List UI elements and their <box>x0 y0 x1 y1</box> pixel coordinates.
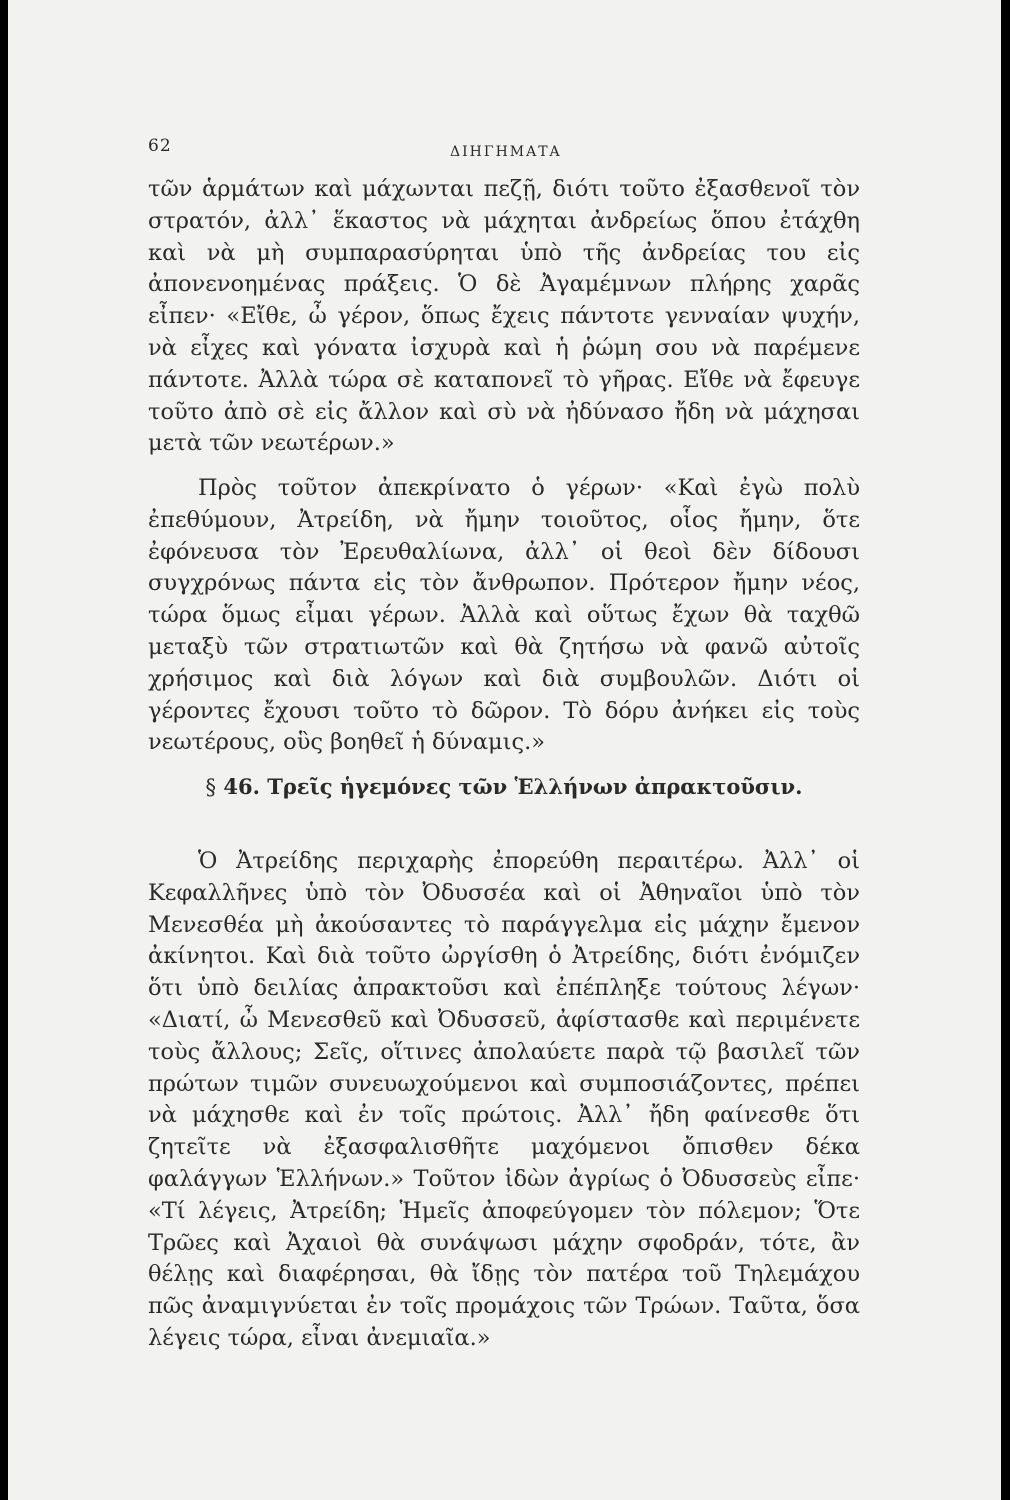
continued-paragraph <box>148 174 860 460</box>
running-header: ΔΙΗΓΗΜΑΤΑ <box>450 144 562 160</box>
paragraph-text: Πρὸς τοῦτον ἀπεκρίνατο ὁ γέρων· «Καὶ ἐγὼ πολὺ ἐπεθύμουν, Ἀτρείδη, νὰ ἤμην τοιοῦτος, οἷος ἤμην, ὅτε ἐφόνευσα τὸν Ἐρευθαλίωνα, ἀλλ᾽ οἱ θεοὶ δὲν δίδουσι συγχρόνως πάντα εἰς τὸν ἄνθρωπον. Πρότερον ἤμην νέος, τώρα ὅμως εἶμαι γέρων. Ἀλλὰ καὶ οὕτως ἔχων θὰ ταχθῶ μεταξὺ τῶν στρατιωτῶν καὶ θὰ ζητήσω νὰ φανῶ αὐτοῖς χρήσιμος καὶ διὰ λόγων καὶ διὰ συμβουλῶν. Διότι οἱ γέροντες ἔχουσι τοῦτο τὸ δῶρον. Τὸ δόρυ ἀνήκει εἰς τοὺς νεωτέρους, οὓς βοηθεῖ ἡ δύναμις.» <box>148 475 860 756</box>
section-title: Τρεῖς ἡγεμόνες τῶν Ἑλλήνων ἀπρακτοῦσιν. <box>267 774 803 799</box>
section-paragraph <box>148 846 860 1355</box>
section-sign: § <box>205 775 217 799</box>
nestor-reply-paragraph <box>148 473 860 759</box>
book-page <box>8 0 1001 1500</box>
section-number: 46. <box>223 774 260 799</box>
paragraph-text: τῶν ἁρμάτων καὶ μάχωνται πεζῇ, διότι τοῦτο ἐξασθενοῖ τὸν στρατόν, ἀλλ᾽ ἕκαστος νὰ μάχηται ἀνδρείως ὅπου ἐτάχθη καὶ νὰ μὴ συμπαρασύρηται ὑπὸ τῆς ἀνδρείας του εἰς ἀπονενοημένας πράξεις. Ὁ δὲ Ἀγαμέμνων πλήρης χαρᾶς εἶπεν· «Εἴθε, ὦ γέρον, ὅπως ἔχεις πάντοτε γενναίαν ψυχήν, νὰ εἶχες καὶ γόνατα ἰσχυρὰ καὶ ἡ ῥώμη σου νὰ παρέμενε πάντοτε. Ἀλλὰ τώρα σὲ καταπονεῖ τὸ γῆρας. Εἴθε νὰ ἔφευγε τοῦτο ἀπὸ σὲ εἰς ἄλλον καὶ σὺ νὰ ἠδύνασο ἤδη νὰ μάχησαι μετὰ τῶν νεωτέρων.» <box>148 176 860 457</box>
paragraph-text: Ὁ Ἀτρείδης περιχαρὴς ἐπορεύθη περαιτέρω. Ἀλλ᾽ οἱ Κεφαλλῆνες ὑπὸ τὸν Ὀδυσσέα καὶ οἱ Ἀθηναῖοι ὑπὸ τὸν Μενεσθέα μὴ ἀκούσαντες τὸ παράγγελμα εἰς μάχην ἔμενον ἀκίνητοι. Καὶ διὰ τοῦτο ὠργίσθη ὁ Ἀτρείδης, διότι ἐνόμιζεν ὅτι ὑπὸ δειλίας ἀπρακτοῦσι καὶ ἐπέπληξε τούτους λέγων· «Διατί, ὦ Μενεσθεῦ καὶ Ὀδυσσεῦ, ἀφίστασθε καὶ περιμένετε τοὺς ἄλλους; Σεῖς, οἵτινες ἀπολαύετε παρὰ τῷ βασιλεῖ τῶν πρώτων τιμῶν συνευωχούμενοι καὶ συμποσιάζοντες, πρέπει νὰ μάχησθε καὶ ἐν τοῖς πρώτοις. Ἀλλ᾽ ἤδη φαίνεσθε ὅτι ζητεῖτε νὰ ἐξασφαλισθῆτε μαχόμενοι ὄπισθεν δέκα φαλάγγων Ἑλλήνων.» Τοῦτον ἰδὼν ἀγρίως ὁ Ὀδυσσεὺς εἶπε· «Τί λέγεις, Ἀτρείδη; Ἡμεῖς ἀποφεύγομεν τὸν πόλεμον; Ὅτε Τρῶες καὶ Ἀχαιοὶ θὰ συνάψωσι μάχην σφοδράν, τότε, ἂν θέλῃς καὶ διαφέρησαι, θὰ ἴδῃς τὸν πατέρα τοῦ Τηλεμάχου πῶς ἀναμιγνύεται ἐν τοῖς προμάχοις τῶν Τρώων. Ταῦτα, ὅσα λέγεις τώρα, εἶναι ἀνεμιαῖα.» <box>148 848 860 1351</box>
page-number: 62 <box>148 136 172 156</box>
section-heading <box>148 770 860 804</box>
